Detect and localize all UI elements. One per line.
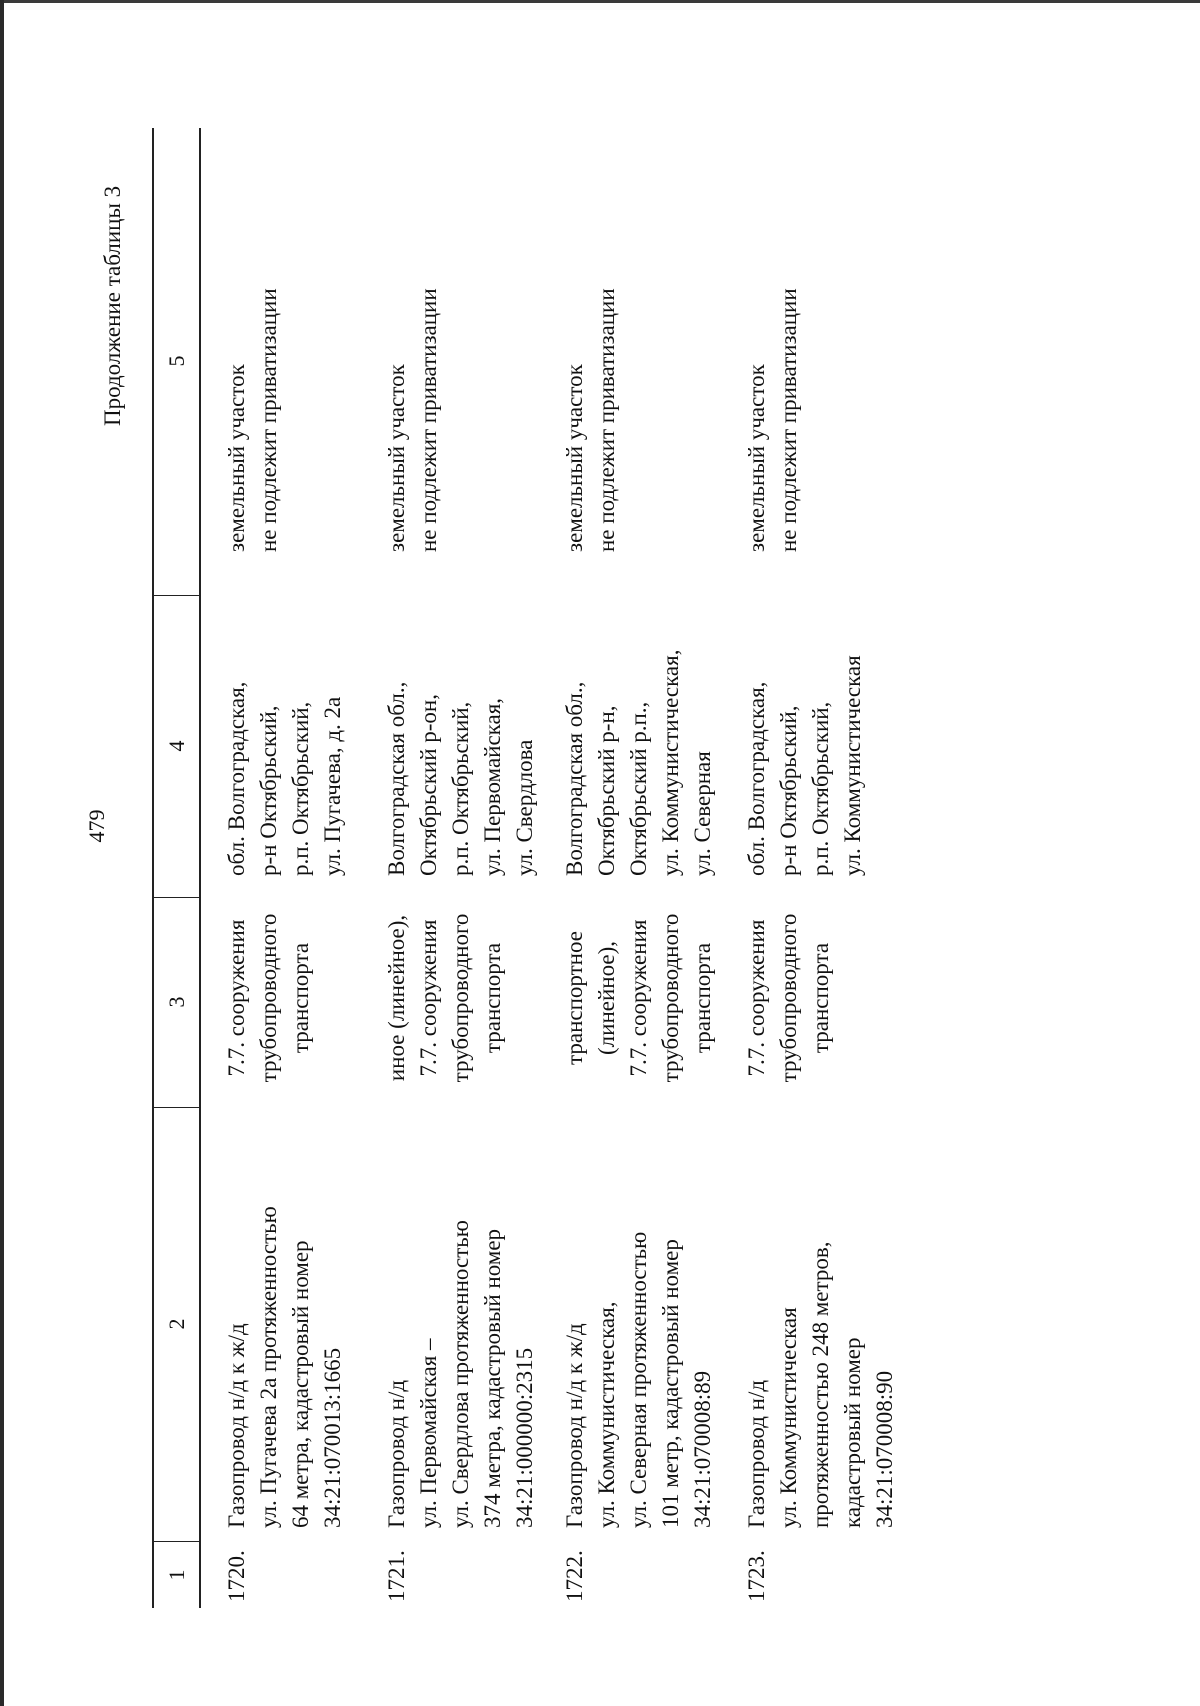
land-plots-table	[152, 128, 911, 1608]
table-header-row	[152, 128, 201, 1608]
table-continuation-label: Продолжение таблицы 3	[100, 185, 125, 426]
object-address: Волгоградская обл., Октябрьский р-он, р.п. Октябрьский, ул. Первомайская, ул. Свердлова	[384, 681, 537, 876]
object-description: Газопровод н/д ул. Первомайская – ул. Свердлова протяженностью 374 метра, кадастровый номер 34:21:000000:2315	[384, 1220, 537, 1528]
row-number: 1720.	[224, 1550, 249, 1602]
permitted-use: 7.7. сооружения трубопроводного транспорта	[224, 913, 313, 1083]
privatization-note: земельный участок не подлежит приватизации	[562, 288, 619, 552]
object-description: Газопровод н/д к ж/д ул. Пугачева 2а протяженностью 64 метра, кадастровый номер 34:21:070013:1665	[224, 1206, 345, 1528]
column-header-1: 1	[164, 1569, 189, 1581]
privatization-note: земельный участок не подлежит приватизации	[744, 288, 801, 552]
column-header-3: 3	[154, 897, 199, 1108]
page-number: 479	[84, 809, 109, 843]
permitted-use: 7.7. сооружения трубопроводного транспорта	[744, 913, 833, 1083]
column-header-4: 4	[154, 595, 199, 898]
object-description: Газопровод н/д к ж/д ул. Коммунистическая, ул. Северная протяженностью 101 метр, кадастровый номер 34:21:070008:89	[562, 1231, 715, 1528]
table-row	[559, 128, 741, 1608]
row-number: 1722.	[562, 1550, 587, 1602]
row-number: 1723.	[744, 1550, 769, 1602]
table-row	[741, 128, 911, 1608]
object-description: Газопровод н/д ул. Коммунистическая протяженностью 248 метров, кадастровый номер 34:21:070008:90	[744, 1241, 897, 1528]
permitted-use: транспортное (линейное), 7.7. сооружения трубопроводного транспорта	[562, 913, 715, 1083]
row-number: 1721.	[384, 1550, 409, 1602]
column-header-5: 5	[154, 127, 199, 596]
object-address: обл. Волгоградская, р-н Октябрьский, р.п. Октябрьский, ул. Пугачева, д. 2а	[224, 681, 345, 876]
object-address: обл. Волгоградская, р-н Октябрьский, р.п. Октябрьский, ул. Коммунистическая	[744, 655, 865, 876]
privatization-note: земельный участок не подлежит приватизации	[384, 288, 441, 552]
table-row	[221, 128, 381, 1608]
column-header-2: 2	[154, 1107, 199, 1542]
object-address: Волгоградская обл., Октябрьский р-н, Октябрьский р.п., ул. Коммунистическая, ул. Северная	[562, 649, 715, 876]
privatization-note: земельный участок не подлежит приватизации	[224, 288, 281, 552]
permitted-use: иное (линейное), 7.7. сооружения трубопроводного транспорта	[384, 913, 505, 1083]
table-row	[381, 128, 559, 1608]
